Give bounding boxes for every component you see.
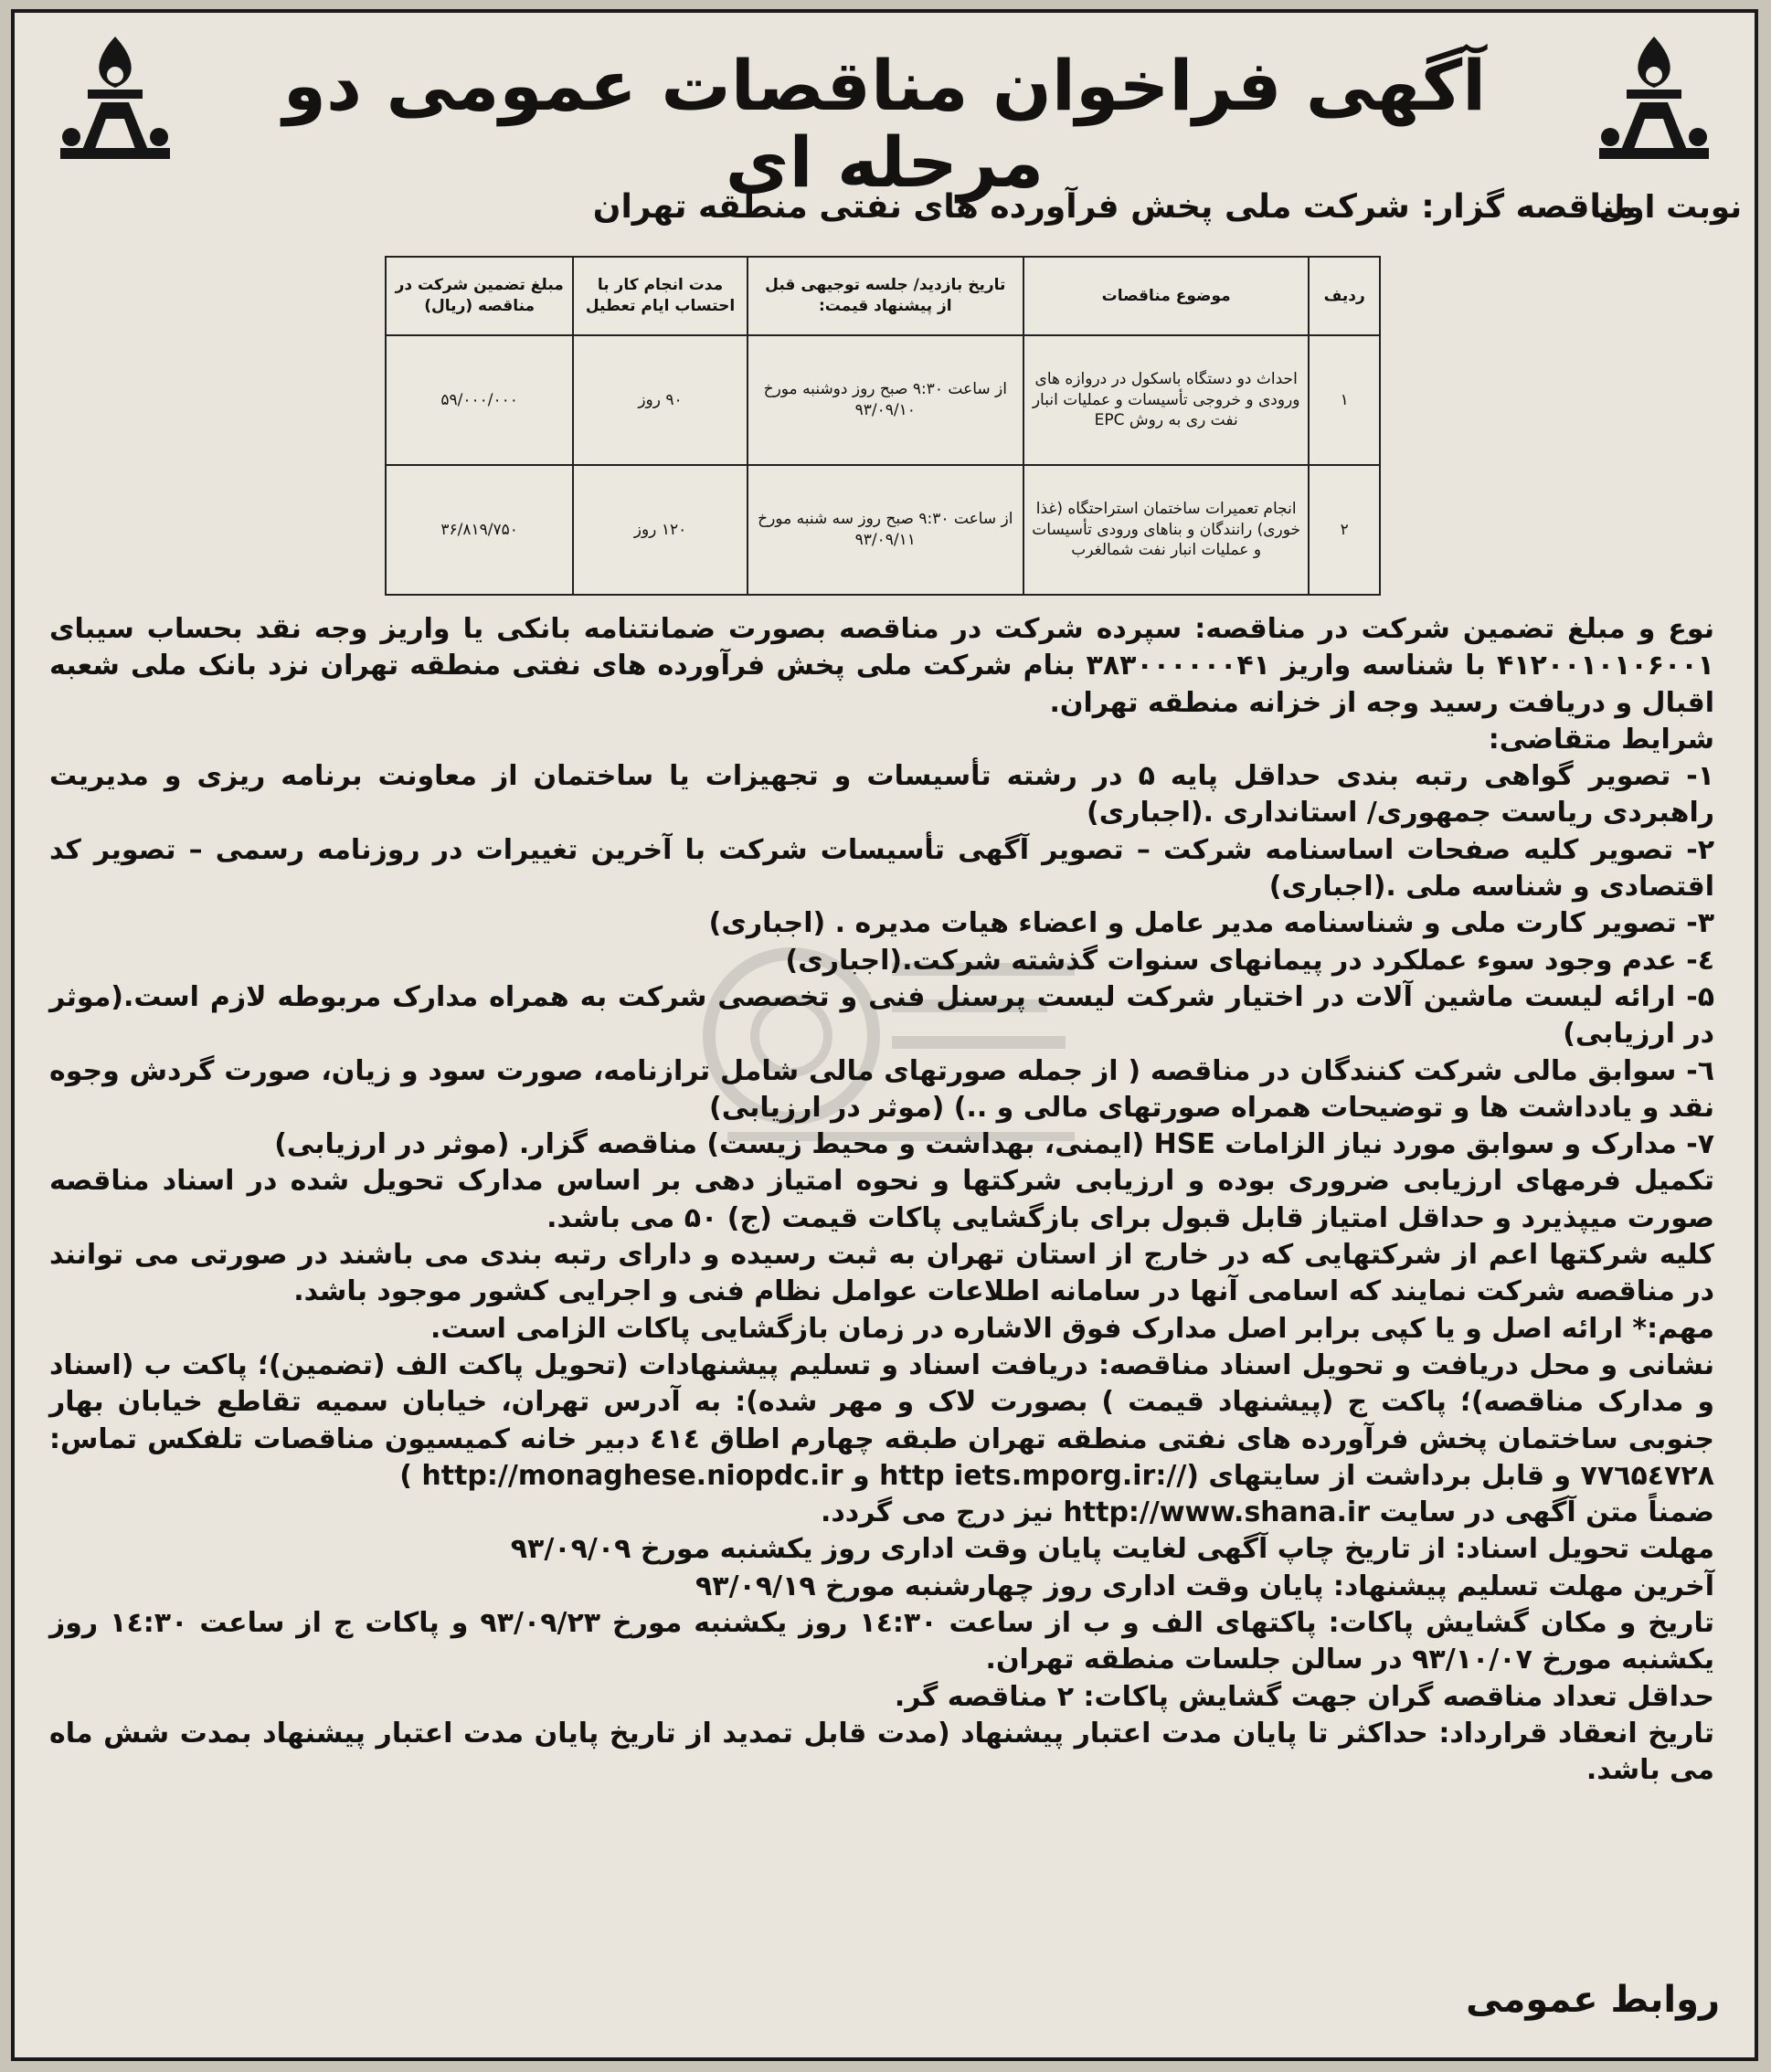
address-paragraph: نشانی و محل دریافت و تحویل اسناد مناقصه: دریافت اسناد و تسلیم پیشنهادات (تحویل پاکت الف (تضمین)؛ پاکت ب (اسناد و مدارک مناقصه)؛ پاکت ج (پیشنهاد قیمت ) بصورت لاک و مهر شده): به آدرس تهران، خیابان سمیه تقاطع خیابان بهار جنوبی ساختمان پخش فرآورده های نفتی منطقه تهران طبقه چهارم اطاق ٤١٤ دبیر خانه کمیسیون مناقصات تلفکس تماس: ۷۷٦۵٤۷۲۸ و قابل برداشت از سایتهای (//:http iets.mporg.ir و http://monaghese.niopdc.ir ) (49, 1348, 1714, 1492)
header-visit: تاریخ بازدید/ جلسه توجیهی قبل از پیشنهاد قیمت: (748, 257, 1023, 335)
documents-deadline: مهلت تحویل اسناد: از تاریخ چاپ آگهی لغایت پایان وقت اداری روز یکشنبه مورخ ۹۳/۰۹/۰۹ (510, 1533, 1714, 1566)
tender-notice (11, 9, 1758, 2061)
condition-item: ۱- تصویر گواهی رتبه بندی حداقل پایه ۵ در رشته تأسیسات و تجهیزات یا ساختمان از معاونت برنامه ریزی و مدیریت راهبردی ریاست جمهوری/ استانداری .(اجباری) (49, 760, 1715, 830)
flame-derrick-icon (1590, 31, 1718, 168)
cell-index: ۲ (1309, 465, 1380, 595)
condition-item: ۵- ارائه لیست ماشین آلات در اختیار شرکت لیست پرسنل فنی و تخصصی شرکت به همراه مدارک مربوطه لازم است.(موثر در ارزیابی) (49, 980, 1714, 1051)
cell-visit: از ساعت ۹:۳۰ صبح روز سه شنبه مورخ ۹۳/۰۹/۱۱ (748, 465, 1023, 595)
minimum-bidders: حداقل تعداد مناقصه گران جهت گشایش پاکات: ۲ مناقصه گر. (894, 1680, 1714, 1713)
table-header-row (386, 257, 1380, 335)
tenders-table (385, 256, 1381, 596)
condition-item: ٤- عدم وجود سوء عملکرد در پیمانهای سنوات گذشته شرکت.(اجباری) (785, 944, 1714, 977)
condition-item: ٦- سوابق مالی شرکت کنندگان در مناقصه ( از جمله صورتهای مالی شامل ترازنامه، صورت سود و زیان، صورت گردش وجوه نقد و یادداشت ها و توضیحات همراه صورتهای مالی و ..) (موثر در ارزیابی) (49, 1054, 1714, 1124)
cell-amount: ۵۹/۰۰۰/۰۰۰ (386, 335, 573, 465)
guarantee-paragraph: نوع و مبلغ تضمین شرکت در مناقصه: سپرده شرکت در مناقصه بصورت ضمانتنامه بانکی یا واریز وجه نقد بحساب سیبای ۴۱۲۰۰۱۰۱۰۶۰۰۱ با شناسه واریز ۳۸۳۰۰۰۰۰۰۴۱ بنام شرکت ملی پخش فرآورده های نفتی منطقه تهران نزد بانک ملی شعبه اقبال و دریافت رسید وجه از خزانه منطقه تهران. (49, 613, 1714, 719)
eligibility-paragraph: کلیه شرکتها اعم از شرکتهایی که در خارج از استان تهران به ثبت رسیده و دارای رتبه بندی می باشند در صورتی می توانند در مناقصه شرکت نمایند که اسامی آنها در سامانه اطلاعات عوامل نظام فنی و اجرایی کشور موجود باشد. (49, 1239, 1714, 1308)
cell-subject: احداث دو دستگاه باسکول در دروازه های ورودی و خروجی تأسیسات و عملیات انبار نفت ری به روش EPC (1023, 335, 1309, 465)
cell-subject: انجام تعمیرات ساختمان استراحتگاه (غذا خوری) رانندگان و بناهای ورودی تأسیسات و عملیات انبار نفت شمالغرب (1023, 465, 1309, 595)
round-label: نوبت اول (1598, 189, 1742, 226)
notice-body (49, 611, 1714, 1790)
cell-duration: ۹۰ روز (573, 335, 747, 465)
cell-duration: ۱۲۰ روز (573, 465, 747, 595)
header-index: ردیف (1309, 257, 1380, 335)
table-row (386, 335, 1380, 465)
cell-amount: ۳۶/۸۱۹/۷۵۰ (386, 465, 573, 595)
notice-title: آگهی فراخوان مناقصات عمومی دو مرحله ای (282, 45, 1487, 203)
header-duration: مدت انجام کار با احتساب ایام تعطیل (573, 257, 747, 335)
condition-item: ۷- مدارک و سوابق مورد نیاز الزامات HSE (ایمنی، بهداشت و محیط زیست) مناقصه گزار. (موثر در ارزیابی) (274, 1128, 1714, 1161)
evaluation-paragraph: تکمیل فرمهای ارزیابی ضروری بوده و ارزیابی شرکتها و نحوه امتیاز دهی بر اساس مدارک تحویل شده در اسناد مناقصه صورت میپذیرد و حداقل امتیاز قابل قبول برای بازگشایی پاکات قیمت (ج) ۵۰ می باشد. (49, 1165, 1714, 1234)
organizer-line: مناقصه گزار: شرکت ملی پخش فرآورده های نفتی منطقه تهران (592, 188, 1636, 226)
signature: روابط عمومی (1466, 1979, 1720, 2021)
condition-item: ۲- تصویر کلیه صفحات اساسنامه شرکت – تصویر آگهی تأسیسات شرکت با آخرین تغییرات در روزنامه رسمی – تصویر کد اقتصادی و شناسه ملی .(اجباری) (49, 833, 1714, 904)
important-note: مهم:* ارائه اصل و یا کپی برابر اصل مدارک فوق الاشاره در زمان بازگشایی پاکات الزامی است. (429, 1312, 1714, 1345)
cell-visit: از ساعت ۹:۳۰ صبح روز دوشنبه مورخ ۹۳/۰۹/۱۰ (748, 335, 1023, 465)
opening-schedule: تاریخ و مکان گشایش پاکات: پاکتهای الف و ب از ساعت ۱٤:۳۰ روز یکشنبه مورخ ۹۳/۰۹/۲۳ و پاکات ج از ساعت ۱٤:۳۰ روز یکشنبه مورخ ۹۳/۱۰/۰۷ در سالن جلسات منطقه تهران. (49, 1607, 1714, 1676)
header-amount: مبلغ تضمین شرکت در مناقصه (ریال) (386, 257, 573, 335)
submission-deadline: آخرین مهلت تسلیم پیشنهاد: پایان وقت اداری روز چهارشنبه مورخ ۹۳/۰۹/۱۹ (695, 1570, 1714, 1602)
conditions-heading: شرایط متقاضی: (1488, 723, 1714, 756)
flame-derrick-icon (51, 31, 179, 168)
cell-index: ۱ (1309, 335, 1380, 465)
table-row (386, 465, 1380, 595)
condition-item: ۳- تصویر کارت ملی و شناسنامه مدیر عامل و اعضاء هیات مدیره . (اجباری) (708, 907, 1714, 940)
header-subject: موضوع مناقصات (1023, 257, 1309, 335)
contract-date: تاریخ انعقاد قرارداد: حداکثر تا پایان مدت اعتبار پیشنهاد (مدت قابل تمدید از تاریخ پایان مدت اعتبار پیشنهاد بمدت شش ماه می باشد. (49, 1717, 1714, 1787)
website-note: ضمناً متن آگهی در سایت http://www.shana.ir نیز درج می گردد. (820, 1496, 1714, 1529)
